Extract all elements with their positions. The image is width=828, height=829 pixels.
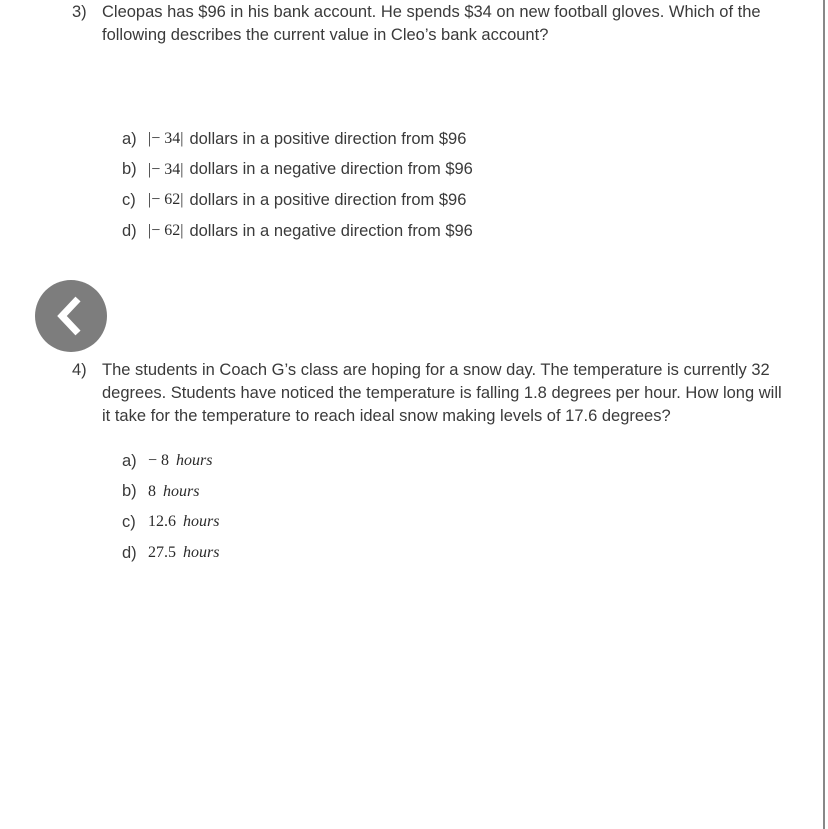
chevron-left-icon [54,295,88,337]
option-3d-text: dollars in a negative direction from $96 [189,221,473,240]
option-4b-label: b) [122,482,137,501]
question-3-number: 3) [72,3,87,21]
question-4-number: 4) [72,361,87,379]
option-4a-value: − 8 [148,452,170,470]
question-3 [72,1,794,47]
question-3-options [122,124,473,246]
question-3-text: Cleopas has $96 in his bank account. He spends $34 on new football gloves. Which of the following describes the current value in Cleo’s bank account? [102,3,761,44]
question-4 [72,359,794,428]
option-4b-unit: hours [163,482,200,500]
option-4b [122,477,219,508]
option-4c-unit: hours [183,513,220,531]
option-3c-label: c) [122,190,136,209]
option-4c-value: 12.6 [148,513,176,531]
option-4d [122,538,219,569]
option-3a [122,124,473,155]
option-4d-label: d) [122,543,137,562]
option-4c [122,507,219,538]
option-4c-label: c) [122,512,136,531]
option-3b-text: dollars in a negative direction from $96 [189,160,473,179]
option-3b [122,155,473,186]
option-3a-text: dollars in a positive direction from $96 [189,129,467,148]
option-4b-value: 8 [148,482,156,500]
page-edge-divider [823,0,825,829]
option-3a-math: |− 34| [148,130,184,148]
option-3b-label: b) [122,160,137,179]
question-4-text: The students in Coach G’s class are hoping for a snow day. The temperature is currently 32 degrees. Students have noticed the temperature is falling 1.8 degrees per hour. How long will it take for the temperature to reach ideal snow making levels of 17.6 degrees? [102,361,782,425]
option-4d-unit: hours [183,544,220,562]
option-3c [122,185,473,216]
option-3d-label: d) [122,221,137,240]
option-3c-math: |− 62| [148,191,184,209]
back-button[interactable] [35,280,107,352]
option-3c-text: dollars in a positive direction from $96 [189,190,467,209]
option-3a-label: a) [122,129,137,148]
question-4-options [122,446,219,568]
option-3d [122,216,473,247]
option-4d-value: 27.5 [148,544,176,562]
option-3d-math: |− 62| [148,222,184,240]
option-4a-label: a) [122,451,137,470]
option-4a [122,446,219,477]
option-4a-unit: hours [176,452,213,470]
option-3b-math: |− 34| [148,160,184,178]
